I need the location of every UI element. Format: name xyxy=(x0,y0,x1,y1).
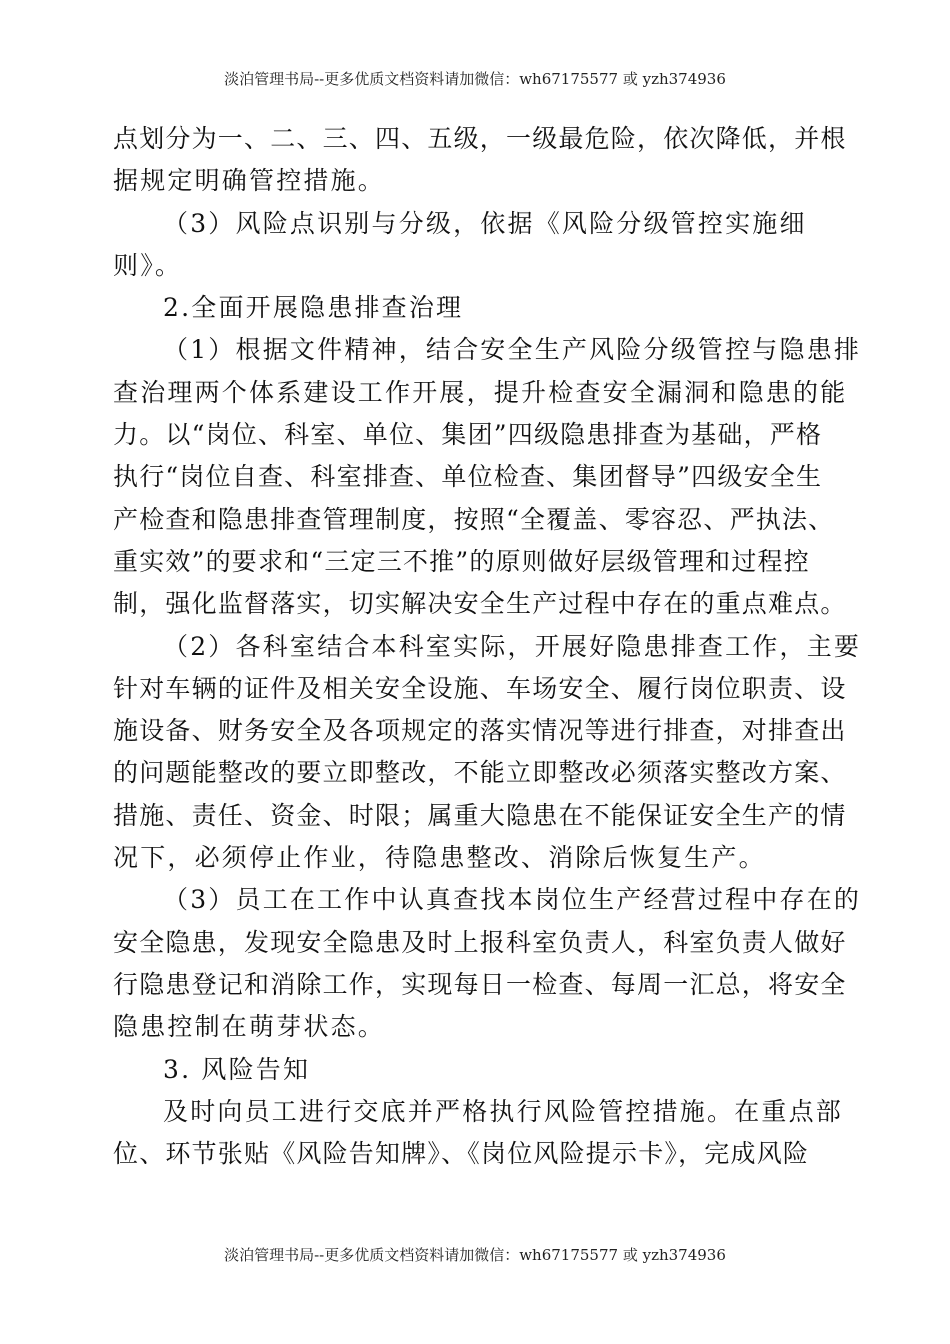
text-line: 重实效”的要求和“三定三不推”的原则做好层级管理和过程控 xyxy=(113,546,810,576)
text-line: 况下，必须停止作业，待隐患整改、消除后恢复生产。 xyxy=(113,843,766,873)
text-line: 的问题能整改的要立即整改，不能立即整改必须落实整改方案、 xyxy=(113,758,847,788)
text-line: 制，强化监督落实，切实解决安全生产过程中存在的重点难点。 xyxy=(113,589,847,619)
text-line: 隐患控制在萌芽状态。 xyxy=(113,1012,386,1042)
text-line: （2）各科室结合本科室实际，开展好隐患排查工作，主要 xyxy=(163,631,862,661)
text-line: 产检查和隐患排查管理制度，按照“全覆盖、零容忍、严执法、 xyxy=(113,504,835,534)
text-line: 执行“岗位自查、科室排查、单位检查、集团督导”四级安全生 xyxy=(113,462,823,492)
text-line: 行隐患登记和消除工作，实现每日一检查、每周一汇总，将安全 xyxy=(113,969,847,999)
text-line: 据规定明确管控措施。 xyxy=(113,166,386,196)
text-line: （3）风险点识别与分级，依据《风险分级管控实施细 xyxy=(163,208,807,238)
section-heading: 3. 风险告知 xyxy=(163,1054,311,1084)
text-line: 安全隐患，发现安全隐患及时上报科室负责人，科室负责人做好 xyxy=(113,927,847,957)
document-body xyxy=(113,118,862,1175)
text-line: （1）根据文件精神，结合安全生产风险分级管控与隐患排 xyxy=(163,335,862,365)
text-line: 则》。 xyxy=(113,250,183,280)
page-footer-watermark: 淡泊管理书局--更多优质文档资料请加微信：wh67175577 或 yzh374936 xyxy=(224,1246,726,1264)
text-line: 措施、责任、资金、时限；属重大隐患在不能保证安全生产的情 xyxy=(113,800,847,830)
text-line: （3）员工在工作中认真查找本岗位生产经营过程中存在的 xyxy=(163,885,862,915)
text-line: 针对车辆的证件及相关安全设施、车场安全、履行岗位职责、设 xyxy=(113,673,847,703)
text-line: 及时向员工进行交底并严格执行风险管控措施。在重点部 xyxy=(163,1096,844,1126)
page-header-watermark: 淡泊管理书局--更多优质文档资料请加微信：wh67175577 或 yzh374936 xyxy=(224,70,726,88)
section-heading: 2.全面开展隐患排查治理 xyxy=(163,293,464,323)
text-line: 位、环节张贴《风险告知牌》、《岗位风险提示卡》，完成风险 xyxy=(113,1139,810,1169)
text-line: 力。以“岗位、科室、单位、集团”四级隐患排查为基础，严格 xyxy=(113,420,823,450)
text-line: 查治理两个体系建设工作开展，提升检查安全漏洞和隐患的能 xyxy=(113,377,848,407)
text-line: 施设备、财务安全及各项规定的落实情况等进行排查，对排查出 xyxy=(113,716,847,746)
text-line: 点划分为一、二、三、四、五级，一级最危险，依次降低，并根 xyxy=(113,124,847,153)
